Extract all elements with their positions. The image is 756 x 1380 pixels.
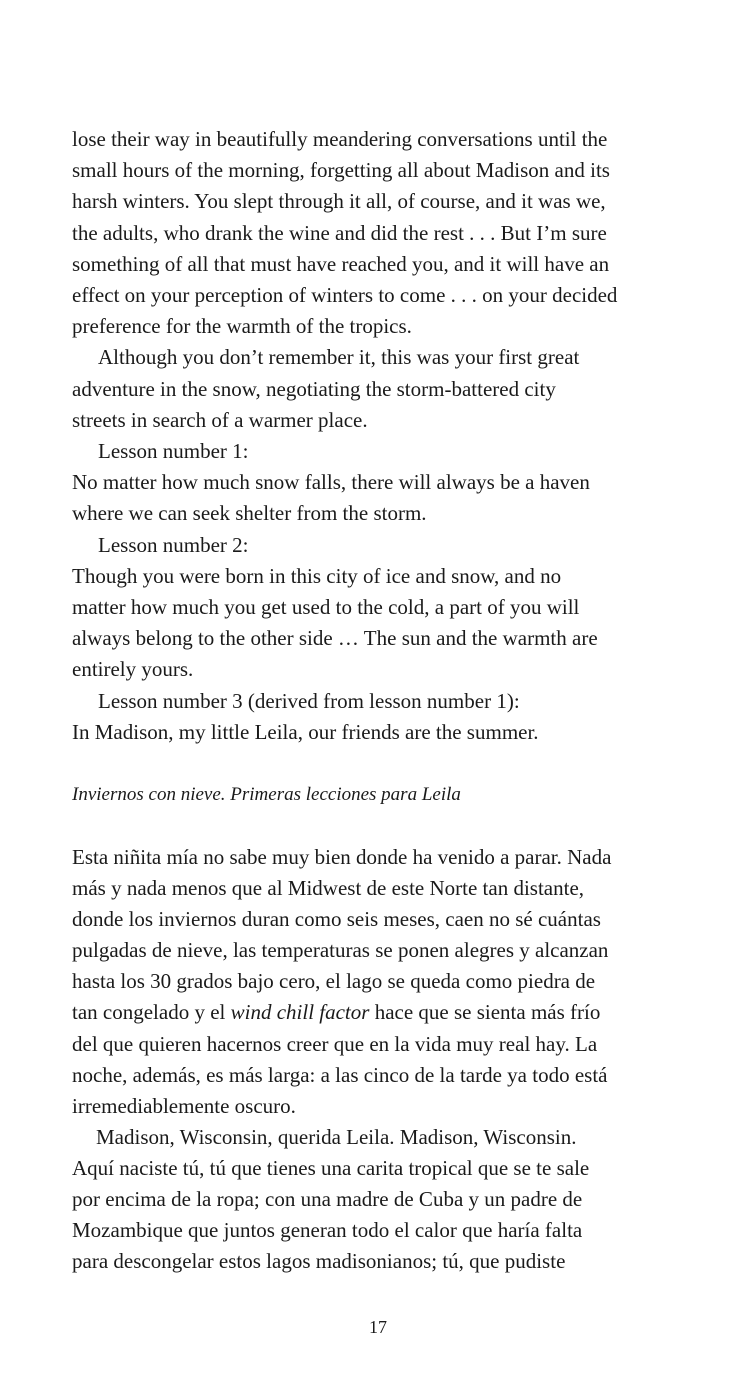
- text-line: matter how much you get used to the cold, a part of you will: [72, 595, 580, 620]
- text-line: streets in search of a warmer place.: [72, 407, 368, 432]
- text-line: the adults, who drank the wine and did the rest . . . But I’m sure: [72, 220, 607, 245]
- text-line: preference for the warmth of the tropics.: [72, 314, 412, 339]
- text-line: something of all that must have reached you, and it will have an: [72, 251, 610, 276]
- text-line: Though you were born in this city of ice and snow, and no: [72, 563, 562, 588]
- text-line: adventure in the snow, negotiating the storm-battered city: [72, 376, 556, 401]
- text-line: hasta los 30 grados bajo cero, el lago se queda como piedra de: [72, 969, 596, 994]
- text-line: small hours of the morning, forgetting all about Madison and its: [72, 158, 610, 183]
- text-line: Madison, Wisconsin, querida Leila. Madison, Wisconsin.: [96, 1124, 577, 1149]
- text-segment: hace que se sienta más frío: [369, 1000, 601, 1025]
- text-line: pulgadas de nieve, las temperaturas se ponen alegres y alcanzan: [72, 938, 609, 963]
- lesson-heading: Lesson number 2:: [98, 532, 249, 557]
- spanish-passage: [72, 842, 692, 1277]
- text-line: donde los inviernos duran como seis meses, caen no sé cuántas: [72, 907, 601, 932]
- text-line: lose their way in beautifully meandering conversations until the: [72, 127, 608, 151]
- text-line: Although you don’t remember it, this was your first great: [98, 345, 580, 370]
- text-segment: tan congelado y el: [72, 1000, 231, 1025]
- text-line: más y nada menos que al Midwest de este Norte tan distante,: [72, 876, 585, 901]
- text-line: irremediablemente oscuro.: [72, 1093, 296, 1118]
- page-number: 17: [369, 1317, 387, 1337]
- italic-term: wind chill factor: [230, 1000, 370, 1025]
- text-line: harsh winters. You slept through it all, of course, and it was we,: [72, 189, 606, 214]
- text-line: noche, además, es más larga: a las cinco de la tarde ya todo está: [72, 1062, 608, 1087]
- english-passage: [72, 124, 692, 748]
- lesson-heading: Lesson number 1:: [98, 439, 249, 464]
- text-line: para descongelar estos lagos madisonianos; tú, que pudiste: [72, 1249, 566, 1274]
- text-line: Mozambique que juntos generan todo el calor que haría falta: [72, 1218, 583, 1243]
- text-line: In Madison, my little Leila, our friends are the summer.: [72, 719, 539, 744]
- text-line: always belong to the other side … The sun and the warmth are: [72, 626, 598, 651]
- section-title: Inviernos con nieve. Primeras lecciones para Leila: [72, 784, 461, 805]
- text-line: No matter how much snow falls, there will always be a haven: [72, 470, 590, 495]
- text-line: entirely yours.: [72, 657, 194, 682]
- text-line: [72, 997, 692, 1028]
- text-line: effect on your perception of winters to come . . . on your decided: [72, 283, 618, 308]
- text-line: Esta niñita mía no sabe muy bien donde ha venido a parar. Nada: [72, 845, 612, 869]
- text-line: Aquí naciste tú, tú que tienes una carita tropical que se te sale: [72, 1155, 590, 1180]
- lesson-heading: Lesson number 3 (derived from lesson number 1):: [98, 688, 520, 713]
- text-line: where we can seek shelter from the storm.: [72, 501, 427, 526]
- text-line: por encima de la ropa; con una madre de Cuba y un padre de: [72, 1187, 583, 1212]
- text-line: del que quieren hacernos creer que en la vida muy real hay. La: [72, 1031, 598, 1056]
